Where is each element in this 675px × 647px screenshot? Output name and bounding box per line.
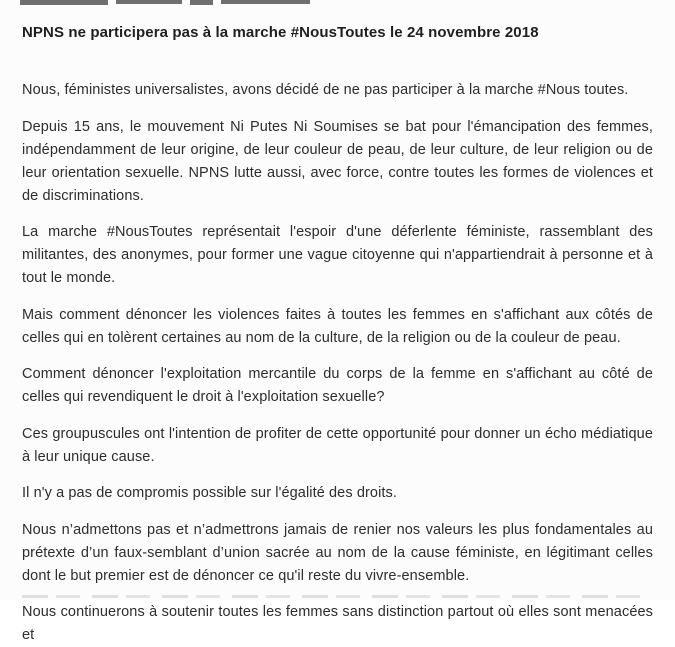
paragraph-9: Nous continuerons à soutenir toutes les femmes sans distinction partout où elles sont menacées et xyxy=(22,604,653,643)
paragraph-7: Il n'y a pas de compromis possible sur l'égalité des droits. xyxy=(22,485,398,501)
cropped-text-fragment xyxy=(190,0,213,5)
paragraph-4: Mais comment dénoncer les violences faites à toutes les femmes en s'affichant aux côtés de celles qui en tolèrent certaines au nom de la culture, de la religion ou de la couleur de peau. xyxy=(22,306,653,346)
cropped-text-fragment xyxy=(20,0,108,5)
cropped-text-fragment xyxy=(116,0,182,4)
document-title: NPNS ne participera pas à la marche #NousToutes le 24 novembre 2018 xyxy=(22,24,539,41)
paragraph-8: Nous n’admettons pas et n’admettrons jamais de renier nos valeurs les plus fondamentales au prétexte d’un faux-semblant d’union sacrée au nom de la cause féministe, en légitimant celles dont le but premier est de dénoncer ce qu'il reste du vivre-ensemble. xyxy=(22,521,653,584)
cropped-text-bottom xyxy=(22,595,651,598)
paragraph-3: La marche #NousToutes représentait l'espoir d'une déferlente féministe, rassemblant des militantes, des anonymes, pour former une vague citoyenne qui n'appartiendrait à personne et à tout le monde. xyxy=(22,224,653,286)
paragraph-6: Ces groupuscules ont l'intention de profiter de cette opportunité pour donner un écho médiatique à leur unique cause. xyxy=(22,425,653,465)
paragraph-5: Comment dénoncer l'exploitation mercantile du corps de la femme en s'affichant au côté de celles qui revendiquent le droit à l'exploitation sexuelle? xyxy=(22,366,653,405)
paragraph-1: Nous, féministes universalistes, avons décidé de ne pas participer à la marche #Nous toutes. xyxy=(22,82,629,98)
document-body xyxy=(0,42,675,647)
paragraph-2: Depuis 15 ans, le mouvement Ni Putes Ni Soumises se bat pour l'émancipation des femmes, indépendamment de leur origine, de leur couleur de peau, de leur culture, de leur religion ou de leur orientation sexuelle. NPNS lutte aussi, avec force, contre toutes les formes de violences et de discriminations. xyxy=(22,118,653,204)
cropped-text-fragment xyxy=(221,0,310,4)
cropped-text-top xyxy=(0,0,675,6)
